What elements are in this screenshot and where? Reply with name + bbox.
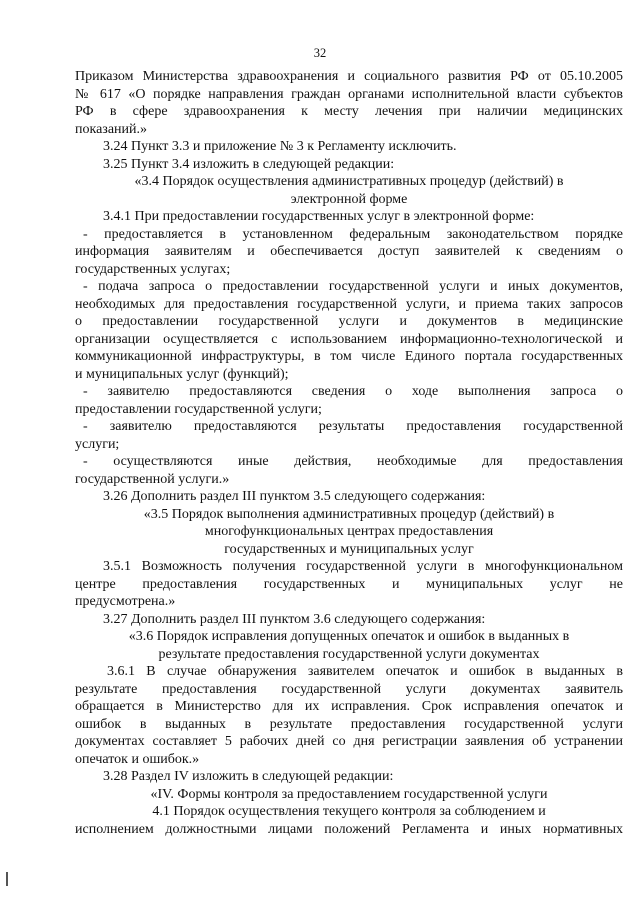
text-line: документах составляет 5 рабочих дней со дня регистрации заявления об устранении bbox=[75, 734, 623, 749]
section-title: государственных и муниципальных услуг bbox=[224, 541, 474, 557]
text-line: организации осуществляется с использованием информационно-технологической и bbox=[75, 331, 623, 347]
text-line: о предоставлении государственной услуги и документов в медицинские bbox=[75, 314, 623, 329]
text-line: результате предоставления государственной услуги документах заявитель bbox=[75, 681, 623, 697]
text-line: центре предоставления государственных и муниципальных услуг не bbox=[75, 576, 623, 592]
text-line: обращается в Министерство для их исправления. Срок исправления опечаток и bbox=[75, 699, 623, 714]
list-item: - заявителю предоставляются сведения о ходе выполнения запроса о bbox=[83, 384, 623, 399]
text-line: предоставлении государственной услуги; bbox=[75, 401, 322, 417]
clause-heading: 3.27 Дополнить раздел III пунктом 3.6 следующего содержания: bbox=[103, 611, 486, 627]
list-item: - предоставляется в установленном федеральным законодательством порядке bbox=[83, 226, 623, 242]
list-item: - подача запроса о предоставлении государственной услуги и иных документов, bbox=[83, 279, 623, 294]
page-number: 32 bbox=[313, 46, 327, 60]
text-line: и муниципальных услуг (функций); bbox=[75, 366, 289, 382]
section-title: многофункциональных центрах предоставления bbox=[204, 524, 494, 539]
text-line: Приказом Министерства здравоохранения и социального развития РФ от 05.10.2005 bbox=[75, 69, 623, 84]
section-title: «3.5 Порядок выполнения административных процедур (действий) в bbox=[143, 506, 555, 522]
text-line: информация заявителям и обеспечивается доступ заявителей к сведениям о bbox=[75, 244, 623, 259]
text-line: 3.4.1 При предоставлении государственных услуг в электронной форме: bbox=[103, 209, 535, 224]
clause-heading: 3.28 Раздел IV изложить в следующей редакции: bbox=[103, 769, 394, 784]
text-line: государственной услуги.» bbox=[75, 471, 230, 487]
text-line: показаний.» bbox=[75, 121, 148, 137]
text-line: государственных услугах; bbox=[75, 261, 231, 277]
section-title: результате предоставления государственной услуги документах bbox=[158, 646, 540, 662]
text-line: опечаток и ошибок.» bbox=[75, 751, 200, 767]
text-line: № 617 «О порядке направления граждан органами исполнительной власти субъектов bbox=[75, 86, 623, 102]
text-line: необходимых для предоставления государственной услуги, и приема таких запросов bbox=[75, 296, 623, 312]
clause-heading: 3.25 Пункт 3.4 изложить в следующей редакции: bbox=[103, 156, 395, 172]
text-line: 3.6.1 В случае обнаружения заявителем опечаток и ошибок в выданных в bbox=[107, 664, 623, 679]
clause-heading: 3.26 Дополнить раздел III пунктом 3.5 следующего содержания: bbox=[103, 489, 486, 504]
text-line: услуги; bbox=[75, 436, 120, 452]
text-line: предусмотрена.» bbox=[75, 594, 176, 609]
text-line: 3.5.1 Возможность получения государственной услуги в многофункциональном bbox=[103, 559, 623, 574]
clause-heading: 3.24 Пункт 3.3 и приложение № 3 к Регламенту исключить. bbox=[103, 139, 457, 154]
section-title: «IV. Формы контроля за предоставлением государственной услуги bbox=[150, 786, 548, 802]
text-line: исполнением должностными лицами положений Регламента и иных нормативных bbox=[75, 821, 623, 837]
list-item: - заявителю предоставляются результаты предоставления государственной bbox=[83, 419, 623, 434]
section-title: электронной форме bbox=[290, 191, 408, 207]
list-item: - осуществляются иные действия, необходимые для предоставления bbox=[83, 454, 623, 469]
text-line: РФ в сфере здравоохранения к месту лечения при наличии медицинских bbox=[75, 104, 623, 119]
text-line: ошибок в выданных в результате предоставления государственной услуги bbox=[75, 716, 623, 732]
text-line: коммуникационной инфраструктуры, в том числе Единого портала государственных bbox=[75, 349, 623, 364]
document-body bbox=[75, 68, 623, 838]
scan-edge-mark bbox=[6, 872, 8, 886]
section-title: «3.4 Порядок осуществления административных процедур (действий) в bbox=[134, 174, 564, 189]
section-title: «3.6 Порядок исправления допущенных опечаток и ошибок в выданных в bbox=[128, 629, 570, 644]
section-title: 4.1 Порядок осуществления текущего контроля за соблюдением и bbox=[152, 804, 546, 819]
